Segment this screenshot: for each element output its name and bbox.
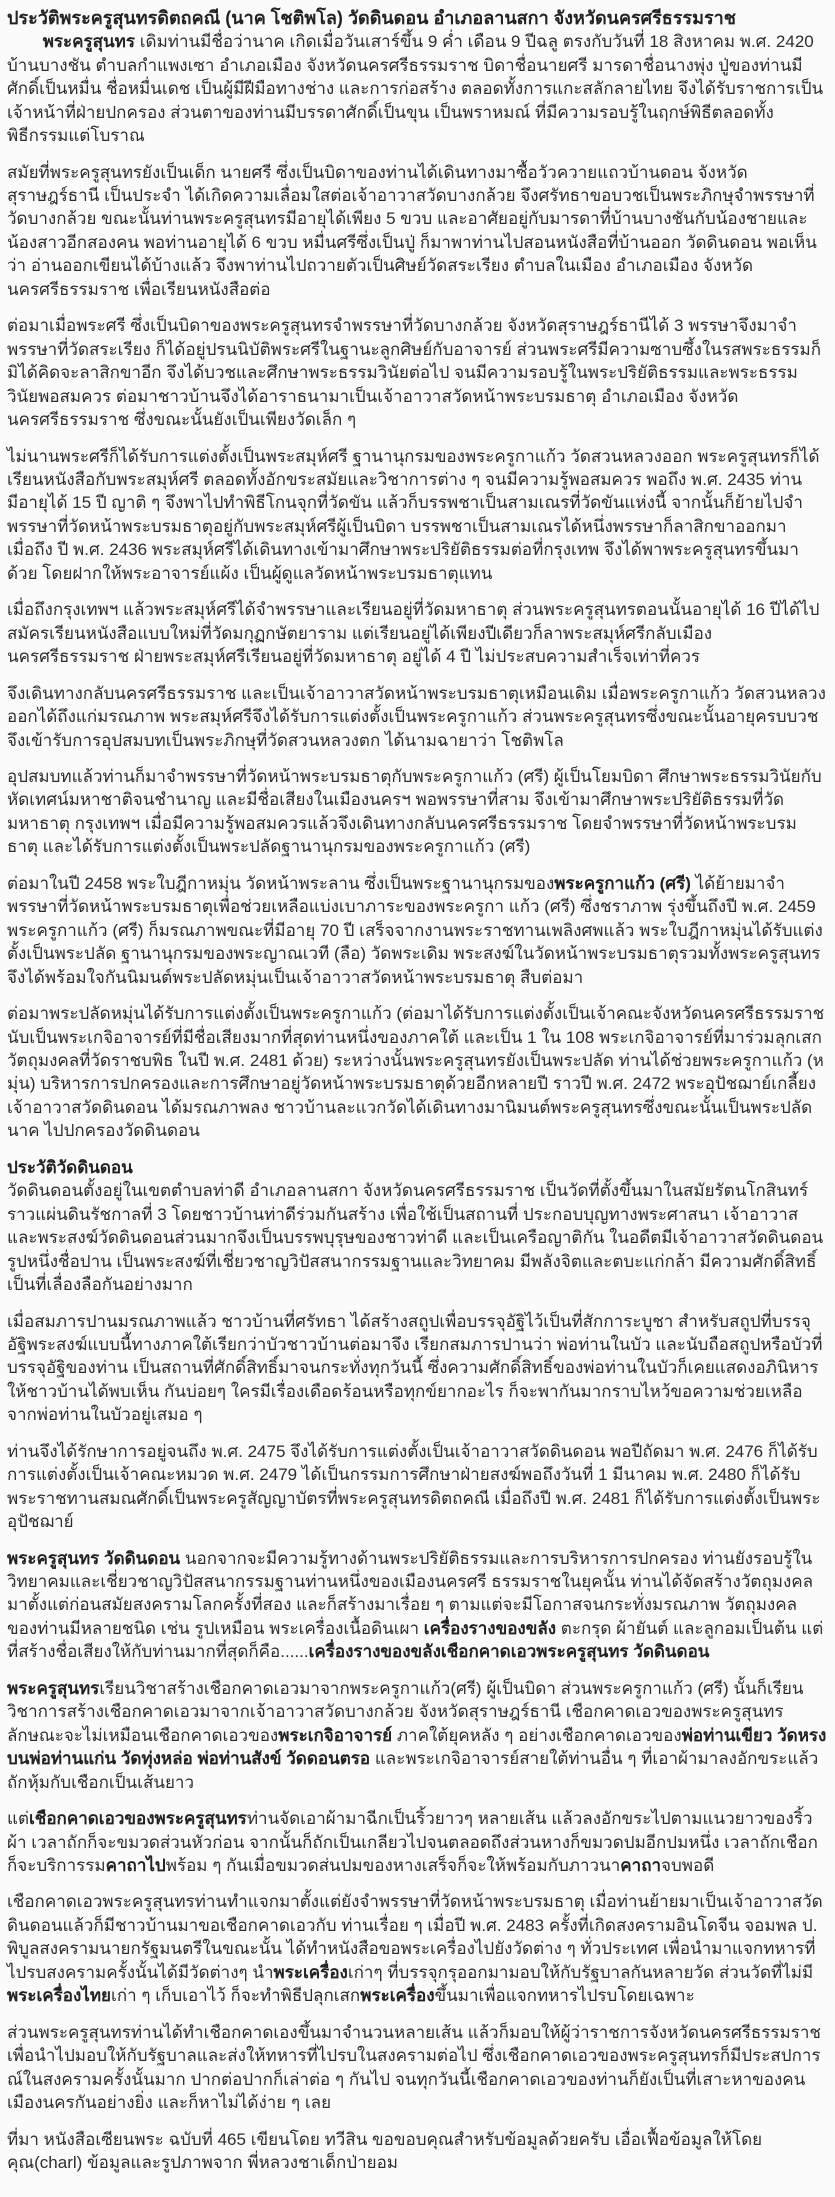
bold-text: คาถา	[620, 1856, 662, 1876]
paragraph: ต่อมาเมื่อพระศรี ซึ่งเป็นบิดาของพระครูสุนทรจำพรรษาที่วัดบางกล้วย จังหวัดสุราษฎร์ธานีได้ 3 พรรษาจึงมาจำพรรษาที่วัดสระเรียง ก็ได้อยู่ปรนนิบัติพระศรีในฐานะลูกศิษย์กับอาจารย์ ส่วนพระศรีมีความซาบซึ้งในรสพระธรรมก็มิได้คิดจะลาสิกขาอีก จึงได้บวชและศึกษาพระธรรมวินัยต่อไป จนมีความรอบรู้ในพระปริยัติธรรมและพระธรรมวินัยพอสมควร ต่อมาชาวบ้านจึงได้อาราธนามาเป็นเจ้าอาวาสวัดหน้าพระบรมธาตุ อำเภอเมือง จังหวัดนครศรีธรรมราช ซึ่งขณะนั้นยังเป็นเพียงวัดเล็ก ๆ	[7, 316, 821, 430]
paragraph: สมัยที่พระครูสุนทรยังเป็นเด็ก นายศรี ซึ่งเป็นบิดาของท่านได้เดินทางมาซื้อวัวควายแถวบ้านดอน จังหวัดสุราษฎร์ธานี เป็นประจำ ได้เกิดความเลื่อมใสต่อเจ้าอาวาสวัดบางกล้วย จึงศรัทธาขอบวชเป็นพระภิกษุจำพรรษาที่วัดบางกล้วย ขณะนั้นท่านพระครูสุนทรมีอายุได้เพียง 5 ขวบ และอาศัยอยู่กับมารดาที่บ้านบางชันกับน้องชายและน้องสาวอีกสองคน พอท่านอายุได้ 6 ขวบ หมื่นศรีซึ่งเป็นปู่ ก็มาพาท่านไปสอนหนังสือที่บ้านออก วัดดินดอน พอเห็นว่า อ่านออกเขียนได้บ้างแล้ว จึงพาท่านไปถวายตัวเป็นศิษย์วัดสระเรียง ตำบลในเมือง อำเภอเมือง จังหวัดนครศรีธรรมราช เพื่อเรียนหนังสือต่อ	[7, 162, 817, 299]
section-heading	[7, 1156, 827, 1179]
paragraph: ต่อมาพระปลัดหมุ่นได้รับการแต่งตั้งเป็นพระครูกาแก้ว (ต่อมาได้รับการแต่งตั้งเป็นเจ้าคณะจังหวัดนครศรีธรรมราช นับเป็นพระเกจิอาจารย์ที่มีชื่อเสียงมากที่สุดท่านหนึ่งของภาคใต้ และเป็น 1 ใน 108 พระเกจิอาจารย์ที่มาร่วมลุกเสกวัตถุมงคลที่วัดราชบพิธ ในปี พ.ศ. 2481 ด้วย) ระหว่างนั้นพระครูสุนทรยังเป็นพระปลัด ท่านได้ช่วยพระครูกาแก้ว (หมุ่น) บริหารการปกครองและการศึกษาอยู่วัดหน้าพระบรมธาตุด้วยอีกหลายปี ราวปี พ.ศ. 2472 พระอุปัชฌาย์เกลี้ยง เจ้าอาวาสวัดดินดอน ได้มรณภาพลง ชาวบ้านละแวกวัดได้เดินทางมานิมนต์พระครูสุนทรซึ่งขณะนั้นเป็นพระปลัดนาค ไปปกครองวัดดินดอน	[7, 1004, 825, 1141]
bold-text: เชือกคาดเอวของพระครูสุนทร	[29, 1809, 247, 1829]
paragraph: ต่อมาในปี 2458 พระใบฎีกาหมุ่น วัดหน้าพระลาน ซึ่งเป็นพระฐานานุกรมของพระครูกาแก้ว (ศรี) ได้ย้ายมาจำพรรษาที่วัดหน้าพระบรมธาตุเพื่อช่วยเหลือแบ่งเบาภาระของพระครูกา แก้ว (ศรี) ซึ่งชราภาพ รุ่งขึ้นถึงปี พ.ศ. 2459 พระครูกาแก้ว (ศรี) ก็มรณภาพขณะที่มีอายุ 70 ปี เสร็จจากงานพระราชทานเพลิงศพแล้ว พระใบฎีกาหมุ่นได้รับแต่งตั้งเป็นพระปลัด ฐานานุกรมของพระญาณเวที (ลือ) วัดพระเดิม พระสงฆ์ในวัดหน้าพระบรมธาตุรวมทั้งพระครูสุนทร จึงได้พร้อมใจกันนิมนต์พระปลัดหมุ่นเป็นเจ้าอาวาสวัดหน้าพระบรมธาตุ สืบต่อมา	[7, 873, 823, 987]
bold-text: พระครูสุนทร วัดดินดอน	[7, 1548, 181, 1568]
paragraph: พระครูสุนทรเรียนวิชาสร้างเชือกคาดเอวมาจากพระครูกาแก้ว(ศรี) ผู้เป็นบิดา ส่วนพระครูกาแก้ว (ศรี) นั้นก็เรียนวิชาการสร้างเชือกคาดเอวมาจากเจ้าอาวาสวัดบางกล้วย จังหวัดสุราษฎร์ธานี เชือกคาดเอวของพระครูสุนทร ลักษณะจะไม่เหมือนเชือกคาดเอวของพระเกจิอาจารย์ ภาคใต้ยุคหลัง ๆ อย่างเชือกคาดเอวของพ่อท่านเขียว วัดหรงบนพ่อท่านแก่น วัดทุ่งหล่อ พ่อท่านสังข์ วัดดอนตรอ และพระเกจิอาจารย์สายใต้ท่านอื่น ๆ ที่เอาผ้ามาลงอักขระแล้วถักหุ้มกับเชือกเป็นเส้นยาว	[7, 1678, 827, 1792]
bold-text: พระเครื่อง	[273, 1962, 348, 1982]
paragraph: ไม่นานพระศรีก็ได้รับการแต่งตั้งเป็นพระสมุห์ศรี ฐานานุกรมของพระครูกาแก้ว วัดสวนหลวงออก พระครูสุนทรก็ได้เรียนหนังสือกับพระสมุห์ศรี ตลอดทั้งอักขระสมัยและวิชาการต่าง ๆ จนมีความรู้พอสมควร พอถึง พ.ศ. 2435 ท่านมีอายุได้ 15 ปี ญาติ ๆ จึงพาไปทำพิธีโกนจุกที่วัดขัน แล้วก็บรรพชาเป็นสามเณรที่วัดขันแห่งนี้ จากนั้นก็ย้ายไปจำพรรษาที่วัดหน้าพระบรมธาตุอยู่กับพระสมุห์ศรีผู้เป็นบิดา บรรพชาเป็นสามเณรได้หนึ่งพรรษาก็ลาสิกขาออกมา เมื่อถึง ปี พ.ศ. 2436 พระสมุห์ศรีได้เดินทางเข้ามาศึกษาพระปริยัติธรรมต่อที่กรุงเทพ จึงได้พาพระครูสุนทรขึ้นมาด้วย โดยฝากให้พระอาจารย์แผ้ง เป็นผู้ดูแลวัดหน้าพระบรมธาตุแทน	[7, 446, 820, 583]
bold-text: เครื่องรางของขลัง	[423, 1618, 557, 1638]
bold-text: พระครูสุนทร	[7, 1678, 100, 1698]
paragraph: เมื่อสมภารปานมรณภาพแล้ว ชาวบ้านที่ศรัทธา ได้สร้างสถูปเพื่อบรรจุอัฐิไว้เป็นที่สักการะบูชา สำหรับสถูปที่บรรจุอัฐิพระสงฆ์แบบนี้ทางภาคใต้เรียกว่าบัวชาวบ้านต่อมาจึง เรียกสมภารปานว่า พ่อท่านในบัว และนับถือสถูปหรือบัวที่บรรจุอัฐิของท่าน เป็นสถานที่ศักดิ์สิทธิ์มาจนกระทั่งทุกวันนี้ ซึ่งความศักดิ์สิทธิ์ของพ่อท่านในบัวก็เคยแสดงอภินิหารให้ชาวบ้านได้พบเห็น กันบ่อยๆ ใครมีเรื่องเดือดร้อนหรือทุกข์ยากอะไร ก็จะพากันมากราบไหว้ขอความช่วยเหลือจากพ่อท่านในบัวอยู่เสมอ ๆ	[7, 1311, 823, 1425]
paragraph: ส่วนพระครูสุนทรท่านได้ทำเชือกคาดเองขึ้นมาจำนวนหลายเส้น แล้วก็มอบให้ผู้ว่าราชการจังหวัดนครศรีธรรมราช เพื่อนำไปมอบให้กับรัฐบาลและส่งให้ทหารที่ไปรบในสงครามต่อไป ซึ่งเชือกคาดเอวของพระครูสุนทรก็มีประสปการณ์ในสงครามครั้งนั้นมาก ปากต่อปากก็เล่าต่อ ๆ กันไป จนทุกวันนี้เชือกคาดเอวของท่านก็ยังเป็นที่เสาะหาของคนเมืองนครกันอย่างยิ่ง และก็หาไม่ได้ง่าย ๆ เลย	[7, 2022, 821, 2113]
article-body	[7, 30, 827, 2174]
paragraph: อุปสมบทแล้วท่านก็มาจำพรรษาที่วัดหน้าพระบรมธาตุกับพระครูกาแก้ว (ศรี) ผู้เป็นโยมบิดา ศึกษาพระธรรมวินัยกับหัดเทศน์มหาชาติจนชำนาญ และมีชื่อเสียงในเมืองนครฯ พอพรรษาที่สาม จึงเข้ามาศึกษาพระปริยัติธรรมที่วัดมหาธาตุ กรุงเทพฯ เมื่อมีความรู้พอสมควรแล้วจึงเดินทางกลับนครศรีธรรมราช โดยจำพรรษาที่วัดหน้าพระบรมธาตุ และได้รับการแต่งตั้งเป็นพระปลัดฐานานุกรมของพระครูกาแก้ว (ศรี)	[7, 766, 822, 857]
bold-text: พระเครื่อง	[360, 1986, 435, 2006]
paragraph: จึงเดินทางกลับนครศรีธรรมราช และเป็นเจ้าอาวาสวัดหน้าพระบรมธาตุเหมือนเดิม เมื่อพระครูกาแก้ว วัดสวนหลวงออกได้ถึงแก่มรณภาพ พระสมุห์ศรีจึงได้รับการแต่งตั้งเป็นพระครูกาแก้ว ส่วนพระครูสุนทรซึ่งขณะนั้นอายุครบบวช จึงเข้ารับการอุปสมบทเป็นพระภิกษุที่วัดสวนหลวงตก ได้นามฉายาว่า โชติพโล	[7, 683, 826, 750]
page-title: ประวัติพระครูสุนทรดิตถคณี (นาค โชติพโล) วัดดินดอน อำเภอลานสกา จังหวัดนครศรีธรรมราช	[7, 8, 736, 28]
paragraph: พระครูสุนทร เดิมท่านมีชื่อว่านาค เกิดเมื่อวันเสาร์ขึ้น 9 ค่ำ เดือน 9 ปีฉลู ตรงกับวันที่ 18 สิงหาคม พ.ศ. 2420 บ้านบางชัน ตำบลกำแพงเซา อำเภอเมือง จังหวัดนครศรีธรรมราช บิดาชื่อนายศรี มารดาชื่อนางพุ่ง ปู่ของท่านมีศักดิ์เป็นหมื่น ชื่อหมื่นเดช เป็นผู้มีฝีมือทางช่าง และการก่อสร้าง ตลอดทั้งการแกะสลักลายไทย จึงได้รับราชการเป็นเจ้าหน้าที่ฝ่ายปกครอง ส่วนตาของท่านมีบรรดาศักดิ์เป็นขุน เป็นพราหมณ์ ที่มีความรอบรู้ในฤกษ์พิธีตลอดทั้งพิธีกรรมแต่โบราณ	[7, 32, 824, 146]
bold-text: พ่อท่านเขียว วัดหรงบนพ่อท่านแก่น วัดทุ่งหล่อ พ่อท่านสังข์ วัดดอนตรอ	[7, 1725, 827, 1769]
paragraph: ท่านจึงได้รักษาการอยู่จนถึง พ.ศ. 2475 จึงได้รับการแต่งตั้งเป็นเจ้าอาวาสวัดดินดอน พอปีถัดมา พ.ศ. 2476 ก็ได้รับการแต่งตั้งเป็นเจ้าคณะหมวด พ.ศ. 2479 ได้เป็นกรรมการศึกษาฝ่ายสงฆ์พอถึงวันที่ 1 มีนาคม พ.ศ. 2480 ก็ได้รับพระราชทานสมณศักดิ์เป็นพระครูสัญญาบัตรที่พระครูสุนทรดิตถคณี เมื่อถึงปี พ.ศ. 2481 ก็ได้รับการแต่งตั้งเป็นพระอุปัชฌาย์	[7, 1441, 821, 1532]
bold-text: พระเกจิอาจารย์	[278, 1725, 393, 1745]
paragraph: วัดดินดอนตั้งอยู่ในเขตตำบลท่าดี อำเภอลานสกา จังหวัดนครศรีธรรมราช เป็นวัดที่ตั้งขึ้นมาในสมัยรัตนโกสินทร์ราวแผ่นดินรัชกาลที่ 3 โดยชาวบ้านท่าดีร่วมกันสร้าง เพื่อใช้เป็นสถานที่ ประกอบบุญทางพระศาสนา เจ้าอาวาสและพระสงฆ์วัดดินดอนส่วนมากจึงเป็นบรรพบุรุษของชาวท่าดี และเป็นเครือญาติกัน ในอดีตมีเจ้าอาวาสวัดดินดอนรูปหนึ่งชื่อปาน เป็นพระสงฆ์ที่เชี่ยวชาญวิปัสสนากรรมฐานและวิทยาคม มีพลังจิตและตบะแก่กล้า มีความศักดิ์สิทธิ์เป็นที่เลื่องลือกันอย่างมาก	[7, 1181, 824, 1295]
bold-text: เครื่องรางของขลังเชือกคาดเอวพระครูสุนทร วัดดินดอน	[308, 1642, 710, 1662]
credit-line: ที่มา หนังสือเซียนพระ ฉบับที่ 465 เขียนโดย ทวีสิน ขอขอบคุณสำหรับข้อมูลด้วยครับ เอื่อเฟื้อข้อมูลให้โดย คุณ(charl) ข้อมูลและรูปภาพจาก พี่หลวงชาเด็กป่ายอม	[7, 2129, 763, 2172]
paragraph: เมื่อถึงกรุงเทพฯ แล้วพระสมุห์ศรีได้จำพรรษาและเรียนอยู่ที่วัดมหาธาตุ ส่วนพระครูสุนทรตอนนั้นอายุได้ 16 ปีได้ไปสมัครเรียนหนังสือแบบใหม่ที่วัดมกุฏกษัตยาราม แต่เรียนอยู่ได้เพียงปีเดียวก็ลาพระสมุห์ศรีกลับเมืองนครศรีธรรมราช ฝ่ายพระสมุห์ศรีเรียนอยู่ที่วัดมหาธาตุ อยู่ได้ 4 ปี ไม่ประสบความสำเร็จเท่าที่ควร	[7, 600, 820, 667]
paragraph: พระครูสุนทร วัดดินดอน นอกจากจะมีความรู้ทางด้านพระปริยัติธรรมและการบริหารการปกครอง ท่านยังรอบรู้ในวิทยาคมและเชี่ยวชาญวิปัสสนากรรมฐานท่านหนึ่งของเมืองนครศรี ธรรมราชในยุคนั้น ท่านได้จัดสร้างวัตถุมงคลมาตั้งแต่ก่อนสมัยสงครามโลกครั้งที่สอง และก็สร้างมาเรื่อย ๆ ตามแต่จะมีโอกาสจนกระทั่งมรณภาพ วัตถุมงคลของท่านมีหลายชนิด เช่น รูปเหมือน พระเครื่องเนื้อดินเผา เครื่องรางของขลัง ตะกรุด ผ้ายันต์ และลูกอมเป็นต้น แต่ที่สร้างชื่อเสียงให้กับท่านมากที่สุดก็คือ......เครื่องรางของขลังเชือกคาดเอวพระครูสุนทร วัดดินดอน	[7, 1548, 824, 1662]
paragraph: เชือกคาดเอวพระครูสุนทรท่านทำแจกมาตั้งแต่ยังจำพรรษาที่วัดหน้าพระบรมธาตุ เมื่อท่านย้ายมาเป็นเจ้าอาวาสวัดดินดอนแล้วก็มีชาวบ้านมาขอเชือกคาดเอวกับ ท่านเรื่อย ๆ เมื่อปี พ.ศ. 2483 ครั้งที่เกิดสงครามอินโดจีน จอมพล ป. พิบูลสงครามนายกรัฐมนตรีในขณะนั้น ได้ทำหนังสือขอพระเครื่องไปยังวัดต่าง ๆ ทั่วประเทศ เพื่อนำมาแจกทหารที่ไปรบสงครามครั้งนั้นได้มีวัดต่างๆ นำพระเครื่องเก่าๆ ที่บรรจุกรุออกมามอบให้กับรัฐบาลกันหลายวัด ส่วนวัดที่ไม่มีพระเครื่องไทยเก่า ๆ เก็บเอาไว้ ก็จะทำพิธีปลุกเสกพระเครื่องขึ้นมาเพื่อแจกทหารไปรบโดยเฉพาะ	[7, 1892, 823, 2006]
paragraph: แต่เชือกคาดเอวของพระครูสุนทรท่านจัดเอาผ้ามาฉีกเป็นริ้วยาวๆ หลายเส้น แล้วลงอักขระไปตามแนวยาวของริ้วผ้า เวลาถักก็จะขมวดส่วนหัวก่อน จากนั้นก็ถักเป็นเกลียวไปจนตลอดถึงส่วนหางก็ขมวดปมอีกปมหนึ่ง เวลาถักเชือกก็จะบริการรมคาถาไปพร้อม ๆ กันเมื่อขมวดส่นปมของหางเสร็จก็จะให้พร้อมกับภาวนาคาถาจบพอดี	[7, 1809, 818, 1876]
bold-text: คาถาไป	[105, 1856, 166, 1876]
bold-text: พระครูกาแก้ว (ศรี)	[554, 873, 691, 893]
bold-text: พระครูสุนทร	[42, 32, 135, 52]
bold-text: ประวัติวัดดินดอน	[7, 1157, 133, 1177]
bold-text: พระเครื่องไทย	[7, 1986, 112, 2006]
